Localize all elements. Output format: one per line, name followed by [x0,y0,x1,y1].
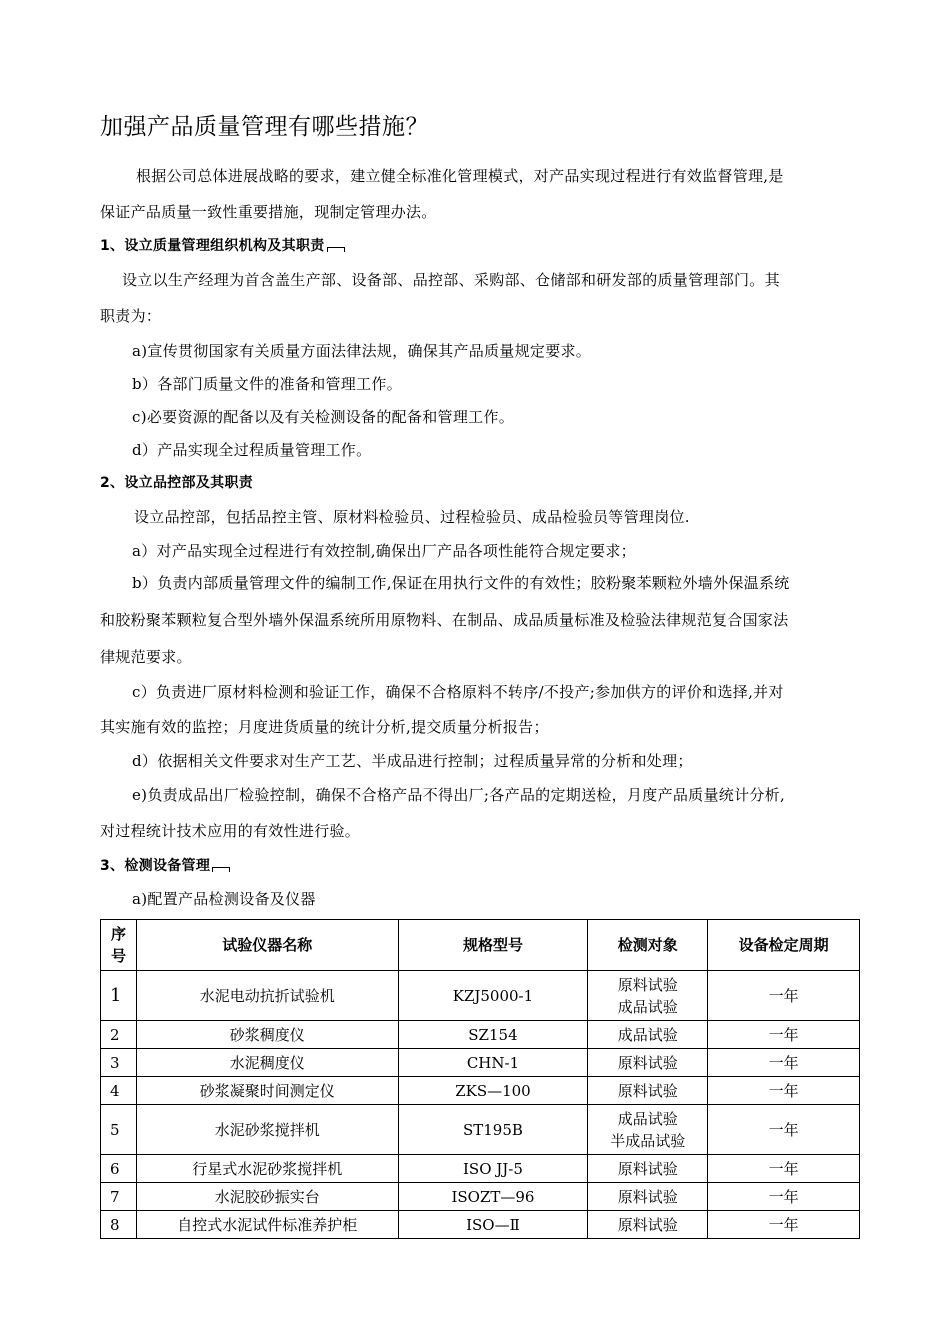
table-row [101,1183,860,1211]
cell-target-line-1: 原料试验 [617,1215,678,1234]
section-1-heading-text: 1、设立质量管理组织机构及其职责 [100,238,325,254]
cell-period: 一年 [708,1183,860,1211]
cell-name: 自控式水泥试件标准养护柜 [136,1211,398,1239]
section-3-heading-text: 3、检测设备管理 [100,858,211,874]
section-2-item-b-line-3: 律规范要求。 [100,648,192,666]
cell-no: 6 [101,1155,137,1183]
cell-no: 1 [101,971,137,1021]
cell-no: 2 [101,1021,137,1049]
cell-model: ST195B [398,1105,588,1155]
cell-target-line-1: 成品试验 [617,1025,678,1044]
section-1-item-d: d）产品实现全过程质量管理工作。 [132,441,372,459]
cell-name: 砂浆凝聚时间测定仪 [136,1077,398,1105]
cell-no: 8 [101,1211,137,1239]
cell-target-line-1: 原料试验 [617,1159,678,1178]
cell-model: ISO JJ-5 [398,1155,588,1183]
header-name: 试验仪器名称 [136,920,398,971]
cell-target-line-1: 原料试验 [617,1053,678,1072]
cell-model: ISOZT—96 [398,1183,588,1211]
cell-period: 一年 [708,1211,860,1239]
cell-name: 水泥电动抗折试验机 [136,971,398,1021]
section-2-item-b-line-1: b）负责内部质量管理文件的编制工作,保证在用执行文件的有效性；胶粉聚苯颗粒外墙外保温系统 [132,574,790,592]
cell-name: 水泥稠度仪 [136,1049,398,1077]
section-2-item-a: a）对产品实现全过程进行有效控制,确保出厂产品各项性能符合规定要求； [132,542,636,560]
section-2-item-e-line-1: e)负责成品出厂检验控制，确保不合格产品不得出厂;各产品的定期送检，月度产品质量统计分析, [132,786,786,804]
cell-target [588,1049,708,1077]
cell-model: CHN-1 [398,1049,588,1077]
section-1-item-c: c)必要资源的配备以及有关检测设备的配备和管理工作。 [132,408,515,426]
cell-target-line-2: 半成品试验 [610,1131,686,1150]
cell-period: 一年 [708,971,860,1021]
header-no: 序号 [101,920,137,971]
cell-target [588,1077,708,1105]
cell-no: 3 [101,1049,137,1077]
header-model: 规格型号 [398,920,588,971]
section-2-item-b-line-2: 和胶粉聚苯颗粒复合型外墙外保温系统所用原物料、在制品、成品质量标准及检验法律规范复合国家法 [100,611,789,629]
section-1-heading [100,235,345,255]
cell-name: 砂浆稠度仪 [136,1021,398,1049]
intro-line-2: 保证产品质量一致性重要措施，现制定管理办法。 [100,203,437,221]
section-3-heading [100,855,230,875]
section-2-item-c-line-2: 其实施有效的监控；月度进货质量的统计分析,提交质量分析报告； [100,718,549,736]
cell-period: 一年 [708,1105,860,1155]
cell-period: 一年 [708,1155,860,1183]
cell-no: 7 [101,1183,137,1211]
table-row [101,1077,860,1105]
cell-target-line-1: 成品试验 [617,1109,678,1128]
section-3-subheading: a)配置产品检测设备及仪器 [132,890,316,908]
table-row [101,1155,860,1183]
cell-period: 一年 [708,1021,860,1049]
cell-name: 行星式水泥砂浆搅拌机 [136,1155,398,1183]
cell-target-line-1: 原料试验 [617,1081,678,1100]
section-1-item-b: b）各部门质量文件的准备和管理工作。 [132,375,403,393]
cell-target [588,1211,708,1239]
section-2-item-d: d）依据相关文件要求对生产工艺、半成品进行控制；过程质量异常的分析和处理； [132,752,693,770]
edit-mark-icon [327,247,345,252]
cell-model: ISO—Ⅱ [398,1211,588,1239]
table-header-row [101,920,860,971]
section-2-item-c-line-1: c）负责进厂原材料检测和验证工作，确保不合格原料不转序/不投产;参加供方的评价和选择,并对 [132,683,784,701]
cell-no: 5 [101,1105,137,1155]
table-row [101,1021,860,1049]
page-title: 加强产品质量管理有哪些措施？ [100,114,429,140]
cell-target [588,1105,708,1155]
section-2-item-e-line-2: 对过程统计技术应用的有效性进行验。 [100,822,361,840]
header-target: 检测对象 [588,920,708,971]
section-2-heading: 2、设立品控部及其职责 [100,475,254,491]
intro-line-1: 根据公司总体进展战略的要求，建立健全标准化管理模式，对产品实现过程进行有效监督管理,是 [136,167,784,185]
equipment-table [100,919,860,1239]
edit-mark-icon [212,867,230,872]
cell-name: 水泥砂浆搅拌机 [136,1105,398,1155]
cell-target [588,971,708,1021]
cell-model: KZJ5000-1 [398,971,588,1021]
cell-target-line-2: 成品试验 [617,997,678,1016]
cell-target-line-1: 原料试验 [617,1187,678,1206]
cell-target-line-1: 原料试验 [617,975,678,994]
cell-target [588,1155,708,1183]
cell-name: 水泥胶砂振实台 [136,1183,398,1211]
cell-period: 一年 [708,1077,860,1105]
cell-target [588,1021,708,1049]
section-1-para-line-1: 设立以生产经理为首含盖生产部、设备部、品控部、采购部、仓储部和研发部的质量管理部门。其 [122,271,780,289]
section-2-para: 设立品控部，包括品控主管、原材料检验员、过程检验员、成品检验员等管理岗位. [134,508,690,526]
cell-no: 4 [101,1077,137,1105]
cell-model: SZ154 [398,1021,588,1049]
table-row [101,1049,860,1077]
header-period: 设备检定周期 [708,920,860,971]
table-row [101,1105,860,1155]
section-1-item-a: a)宣传贯彻国家有关质量方面法律法规，确保其产品质量规定要求。 [132,342,592,360]
cell-target [588,1183,708,1211]
cell-model: ZKS—100 [398,1077,588,1105]
section-1-para-line-2: 职责为： [100,307,162,325]
table-row [101,1211,860,1239]
cell-period: 一年 [708,1049,860,1077]
table-row [101,971,860,1021]
